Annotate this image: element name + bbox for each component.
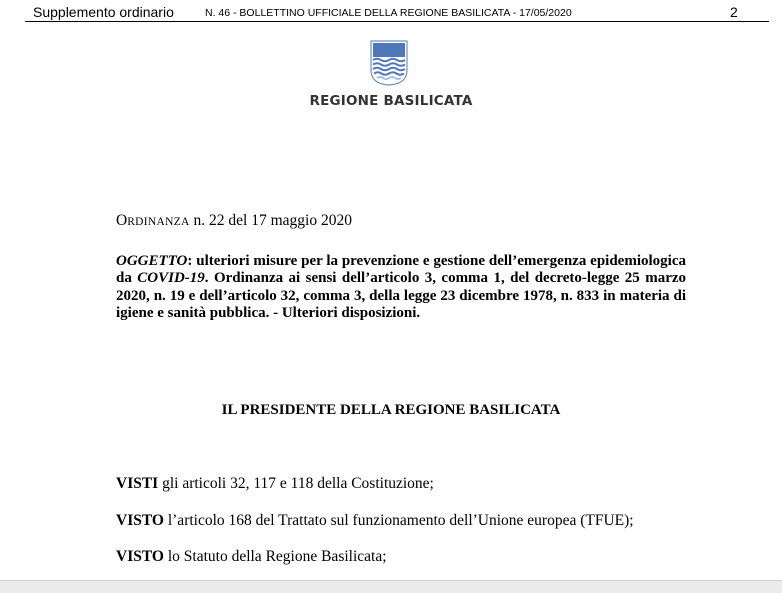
bulletin-title: N. 46 - BOLLETTINO UFFICIALE DELLA REGIONE BASILICATA - 17/05/2020 <box>205 7 572 19</box>
supplement-label: Supplemento ordinario <box>33 4 174 20</box>
ordinance-number <box>116 212 352 230</box>
page-header <box>0 0 782 24</box>
header-divider <box>25 21 769 22</box>
viewer-bottom-edge <box>0 580 782 593</box>
president-heading: IL PRESIDENTE DELLA REGIONE BASILICATA <box>221 402 561 418</box>
visti-item <box>116 475 434 493</box>
ordinance-label-initial: O <box>116 212 128 229</box>
regione-basilicata-emblem-icon <box>370 40 408 86</box>
covid-term: COVID-19 <box>137 270 205 287</box>
subject-text-part-1: : ulteriori misure per la prevenzione e gestione dell’emergenza epidemiologica da <box>116 253 686 287</box>
visti-label: VISTI <box>116 475 159 492</box>
subject-paragraph <box>116 253 686 322</box>
visto-item <box>116 512 634 530</box>
subject-label: OGGETTO <box>116 253 188 269</box>
subject-text-part-2: . Ordinanza ai sensi dell’articolo 3, comma 1, del decreto-legge 25 marzo 2020, n. 19 e dell’articolo 32, comma 3, della legge 23 dicembre 1978, n. 833 in materia di igiene e sanità pubblica. - Ulteriori disposizioni. <box>116 270 687 321</box>
visto-text: lo Statuto della Regione Basilicata; <box>163 548 387 565</box>
visto-text: l’articolo 168 del Trattato sul funzionamento dell’Unione europea (TFUE); <box>163 512 634 529</box>
ordinance-date: n. 22 del 17 maggio 2020 <box>189 212 352 229</box>
visto-label: VISTO <box>116 512 164 529</box>
visto-label: VISTO <box>116 548 164 565</box>
page-number: 2 <box>730 4 738 20</box>
visto-item <box>116 548 387 566</box>
region-name: REGIONE BASILICATA <box>309 93 473 109</box>
ordinance-label-rest: RDINANZA <box>127 216 190 228</box>
visti-text: gli articoli 32, 117 e 118 della Costituzione; <box>158 475 434 492</box>
